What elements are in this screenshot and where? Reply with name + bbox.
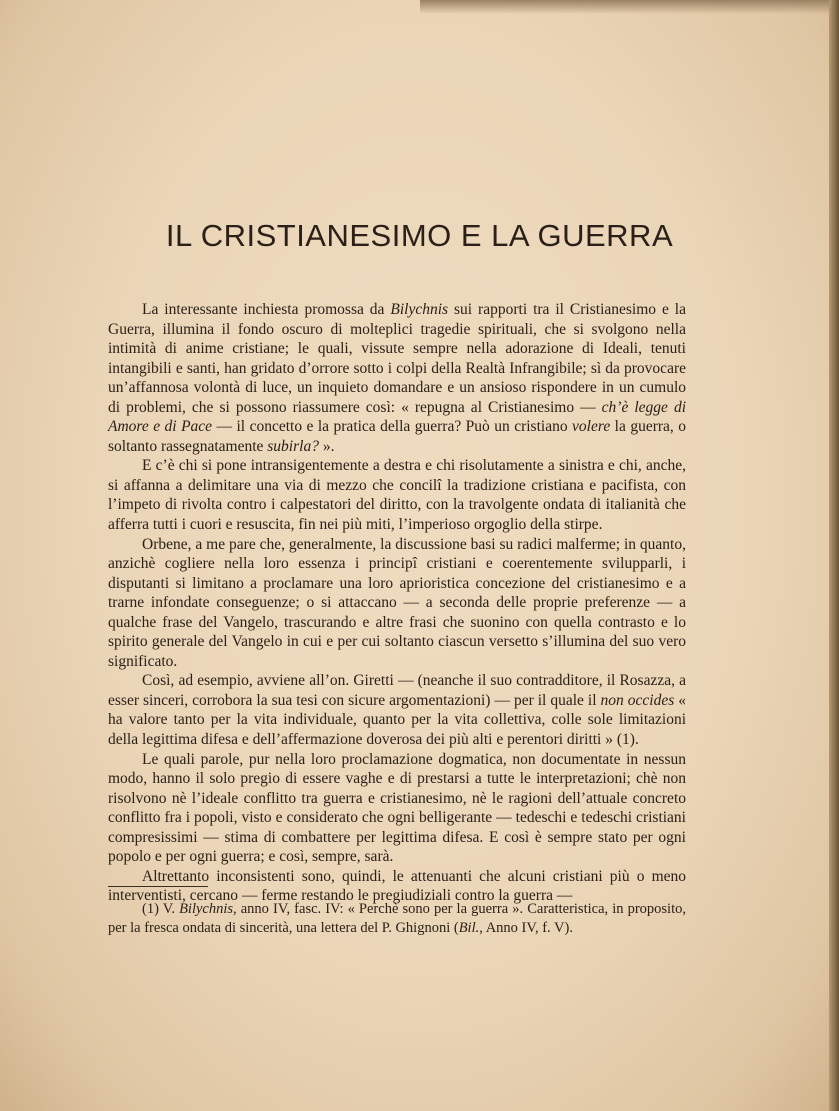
text-run: Altrettanto inconsistenti sono, quindi, le attenuanti che alcuni cristiani più o meno interventisti, cercano — ferme restando le pregiudiziali contro la guerra — [108,867,686,905]
text-run: La interessante inchiesta promossa da [142,301,391,318]
text-run: la guerra, o soltanto rassegnatamente [108,418,686,455]
italic-text-run: non occides [600,691,675,709]
text-run: , anno IV, fasc. IV: « Perchè sono per la guerra ». Caratteristica, in proposito, per la fresca ondata di sincerità, una lettera del P. Ghignoni ( [108,901,686,936]
italic-text-run: Bil. [458,920,480,936]
article-title: IL CRISTIANESIMO E LA GUERRA [165,218,674,253]
paragraph-2 [108,456,686,534]
page-right-edge [829,0,839,1111]
italic-text-run: Bilychnis [179,901,234,917]
footnote [108,900,686,938]
paragraph-3 [108,535,686,672]
text-run: sui rapporti tra il Cristianesimo e la Guerra, illumina il fondo oscuro di molteplici tragedie spirituali, che si svolgono nella intimità di anime cristiane; le quali, vissute sempre nella adorazione di Ideali, tenuti intangibili e santi, han gridato d’orrore sotto i colpi della Realtà Infrangibile; sì da provocare un’affannosa volontà di luce, un inquieto domandare e un ansioso rispondere in un cumulo di problemi, che si possono riassumere così: « repugna al Cristianesimo — [108,301,686,416]
text-run: ». [318,437,335,455]
paragraph-5 [108,750,686,867]
text-run: Le quali parole, pur nella loro proclamazione dogmatica, non documentate in nessun modo, hanno il solo pregio di essere vaghe e di prestarsi a tutte le interpretazioni; chè non risolvono nè l’ideale conflitto tra guerra e cristianesimo, nè le ragioni dell’attuale concreto conflitto fra i popoli, visto e considerato che ogni belligerante — tedeschi e tedeschi cristiani compresissimi — stima di combattere per legittima difesa. E così è sempre stato per ogni popolo e per ogni guerra; e così, sempre, sarà. [108,750,686,866]
italic-text-run: subirla? [267,437,319,455]
text-run: Così, ad esempio, avviene all’on. Giretti — (neanche il suo contradditore, il Rosazza, a esser sinceri, corrobora la sua tesi con sicure argomentazioni) — per il quale il [108,672,686,709]
text-run: « ha valore tanto per la vita individuale, quanto per la vita collettiva, colle sole limitazioni della legittima difesa e dell’affermazione doverosa dei più alti e perentori diritti » (1). [108,691,686,749]
paragraph-4 [108,671,686,749]
text-run: E c’è chi si pone intransigentemente a destra e chi risolutamente a sinistra e chi, anche, si affanna a delimitare una via di mezzo che concilî la tradizione cristiana e pacifista, con l’impeto di rivolta contro i calpestatori del diritto, con la travolgente ondata di italianità che afferra tutti i cuori e resuscita, fin nei più miti, l’imperioso orgoglio della stirpe. [108,457,686,534]
page-top-edge [420,0,839,14]
article-body [108,300,686,906]
italic-text-run: Bilychnis [390,301,449,318]
italic-text-run: ch’è legge di Amore e di Pace [108,398,687,436]
text-run: , Anno IV, f. V). [479,920,573,936]
text-run: (1) V. [142,901,180,917]
text-run: Orbene, a me pare che, generalmente, la discussione basi su radici malferme; in quanto, anzichè cogliere nella loro essenza i principî cristiani e coerentemente svilupparli, i disputanti si limitano a proclamare una loro aprioristica concezione del cristianesimo e a trarne infondate conseguenze; o si attaccano — a seconda delle proprie preferenze — a qualche frase del Vangelo, trascurando e altre frasi che suonino con quella contrasto e lo spirito generale del Vangelo in cui e per cui soltanto ciascun versetto s’illumina del suo vero significato. [108,535,686,670]
text-run: — il concetto e la pratica della guerra? Può un cristiano [212,418,573,436]
paragraph-1 [108,300,686,456]
italic-text-run: volere [572,418,611,436]
footnote-divider [108,886,208,887]
